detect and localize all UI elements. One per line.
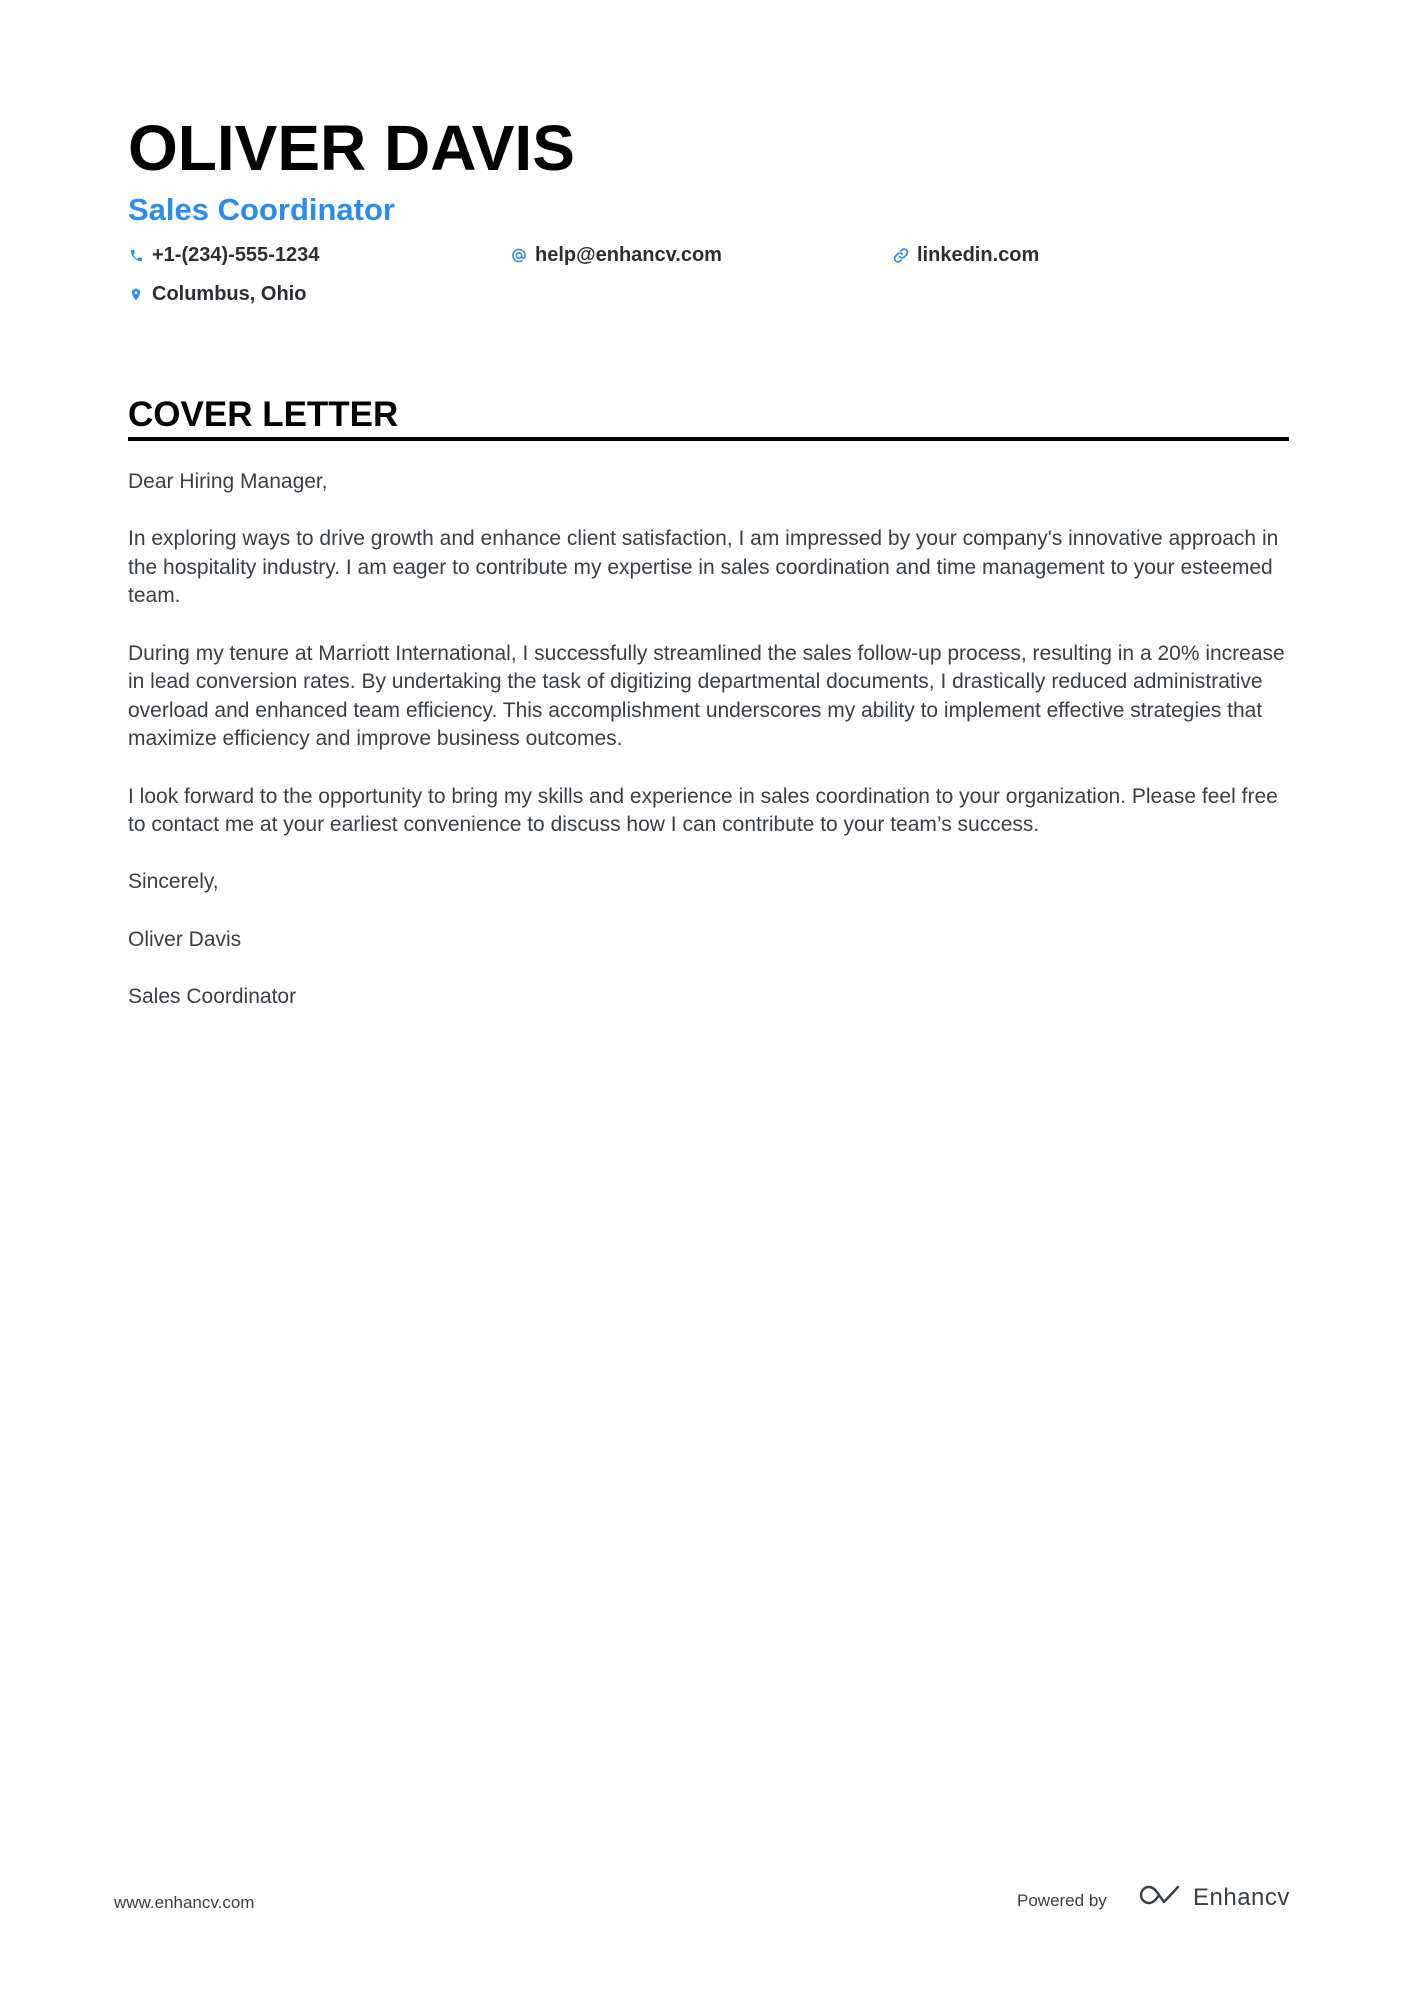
letter-closing: Sincerely, — [128, 870, 219, 894]
contact-location — [128, 281, 306, 307]
letter-body — [128, 468, 1288, 1040]
candidate-title: Sales Coordinator — [128, 192, 395, 227]
location-pin-icon — [128, 286, 144, 302]
signature-title: Sales Coordinator — [128, 984, 297, 1008]
signature-name: Oliver Davis — [128, 927, 242, 951]
footer-url[interactable]: www.enhancv.com — [114, 1893, 255, 1912]
contact-phone[interactable] — [128, 242, 319, 268]
candidate-name: OLIVER DAVIS — [128, 112, 575, 184]
linkedin-text: linkedin.com — [917, 244, 1040, 266]
email-text: help@enhancv.com — [535, 244, 722, 266]
at-icon — [511, 247, 527, 263]
location-text: Columbus, Ohio — [152, 283, 307, 305]
phone-text: +1-(234)-555-1234 — [152, 244, 320, 266]
section-title: COVER LETTER — [128, 395, 399, 434]
powered-by-label: Powered by — [1017, 1891, 1107, 1910]
link-icon — [893, 247, 909, 263]
letter-greeting: Dear Hiring Manager, — [128, 470, 328, 493]
section-divider — [128, 437, 1289, 441]
letter-paragraph-3: I look forward to the opportunity to bring my skills and experience in sales coordination to your organization. Please feel free to contact me at your earliest convenience to discuss how I can contribute to your team’s success. — [128, 784, 1278, 837]
letter-paragraph-1: In exploring ways to drive growth and enhance client satisfaction, I am impressed by your company's innovative approach in the hospitality industry. I am eager to contribute my expertise in sales coordination and time management to your esteemed team. — [128, 527, 1279, 608]
contact-linkedin[interactable] — [893, 242, 1039, 268]
brand-name: Enhancv — [1193, 1883, 1290, 1911]
phone-icon — [128, 247, 144, 263]
letter-paragraph-2: During my tenure at Marriott International, I successfully streamlined the sales follow-up process, resulting in a 20% increase in lead conversion rates. By undertaking the task of digitizing departmental documents, I drastically reduced administrative overload and enhanced team efficiency. This accomplishment underscores my ability to implement effective strategies that maximize efficiency and improve business outcomes. — [128, 641, 1285, 751]
enhancv-logo-icon — [1137, 1882, 1185, 1913]
contact-email[interactable] — [511, 242, 722, 268]
brand-logo[interactable] — [1137, 1882, 1290, 1913]
